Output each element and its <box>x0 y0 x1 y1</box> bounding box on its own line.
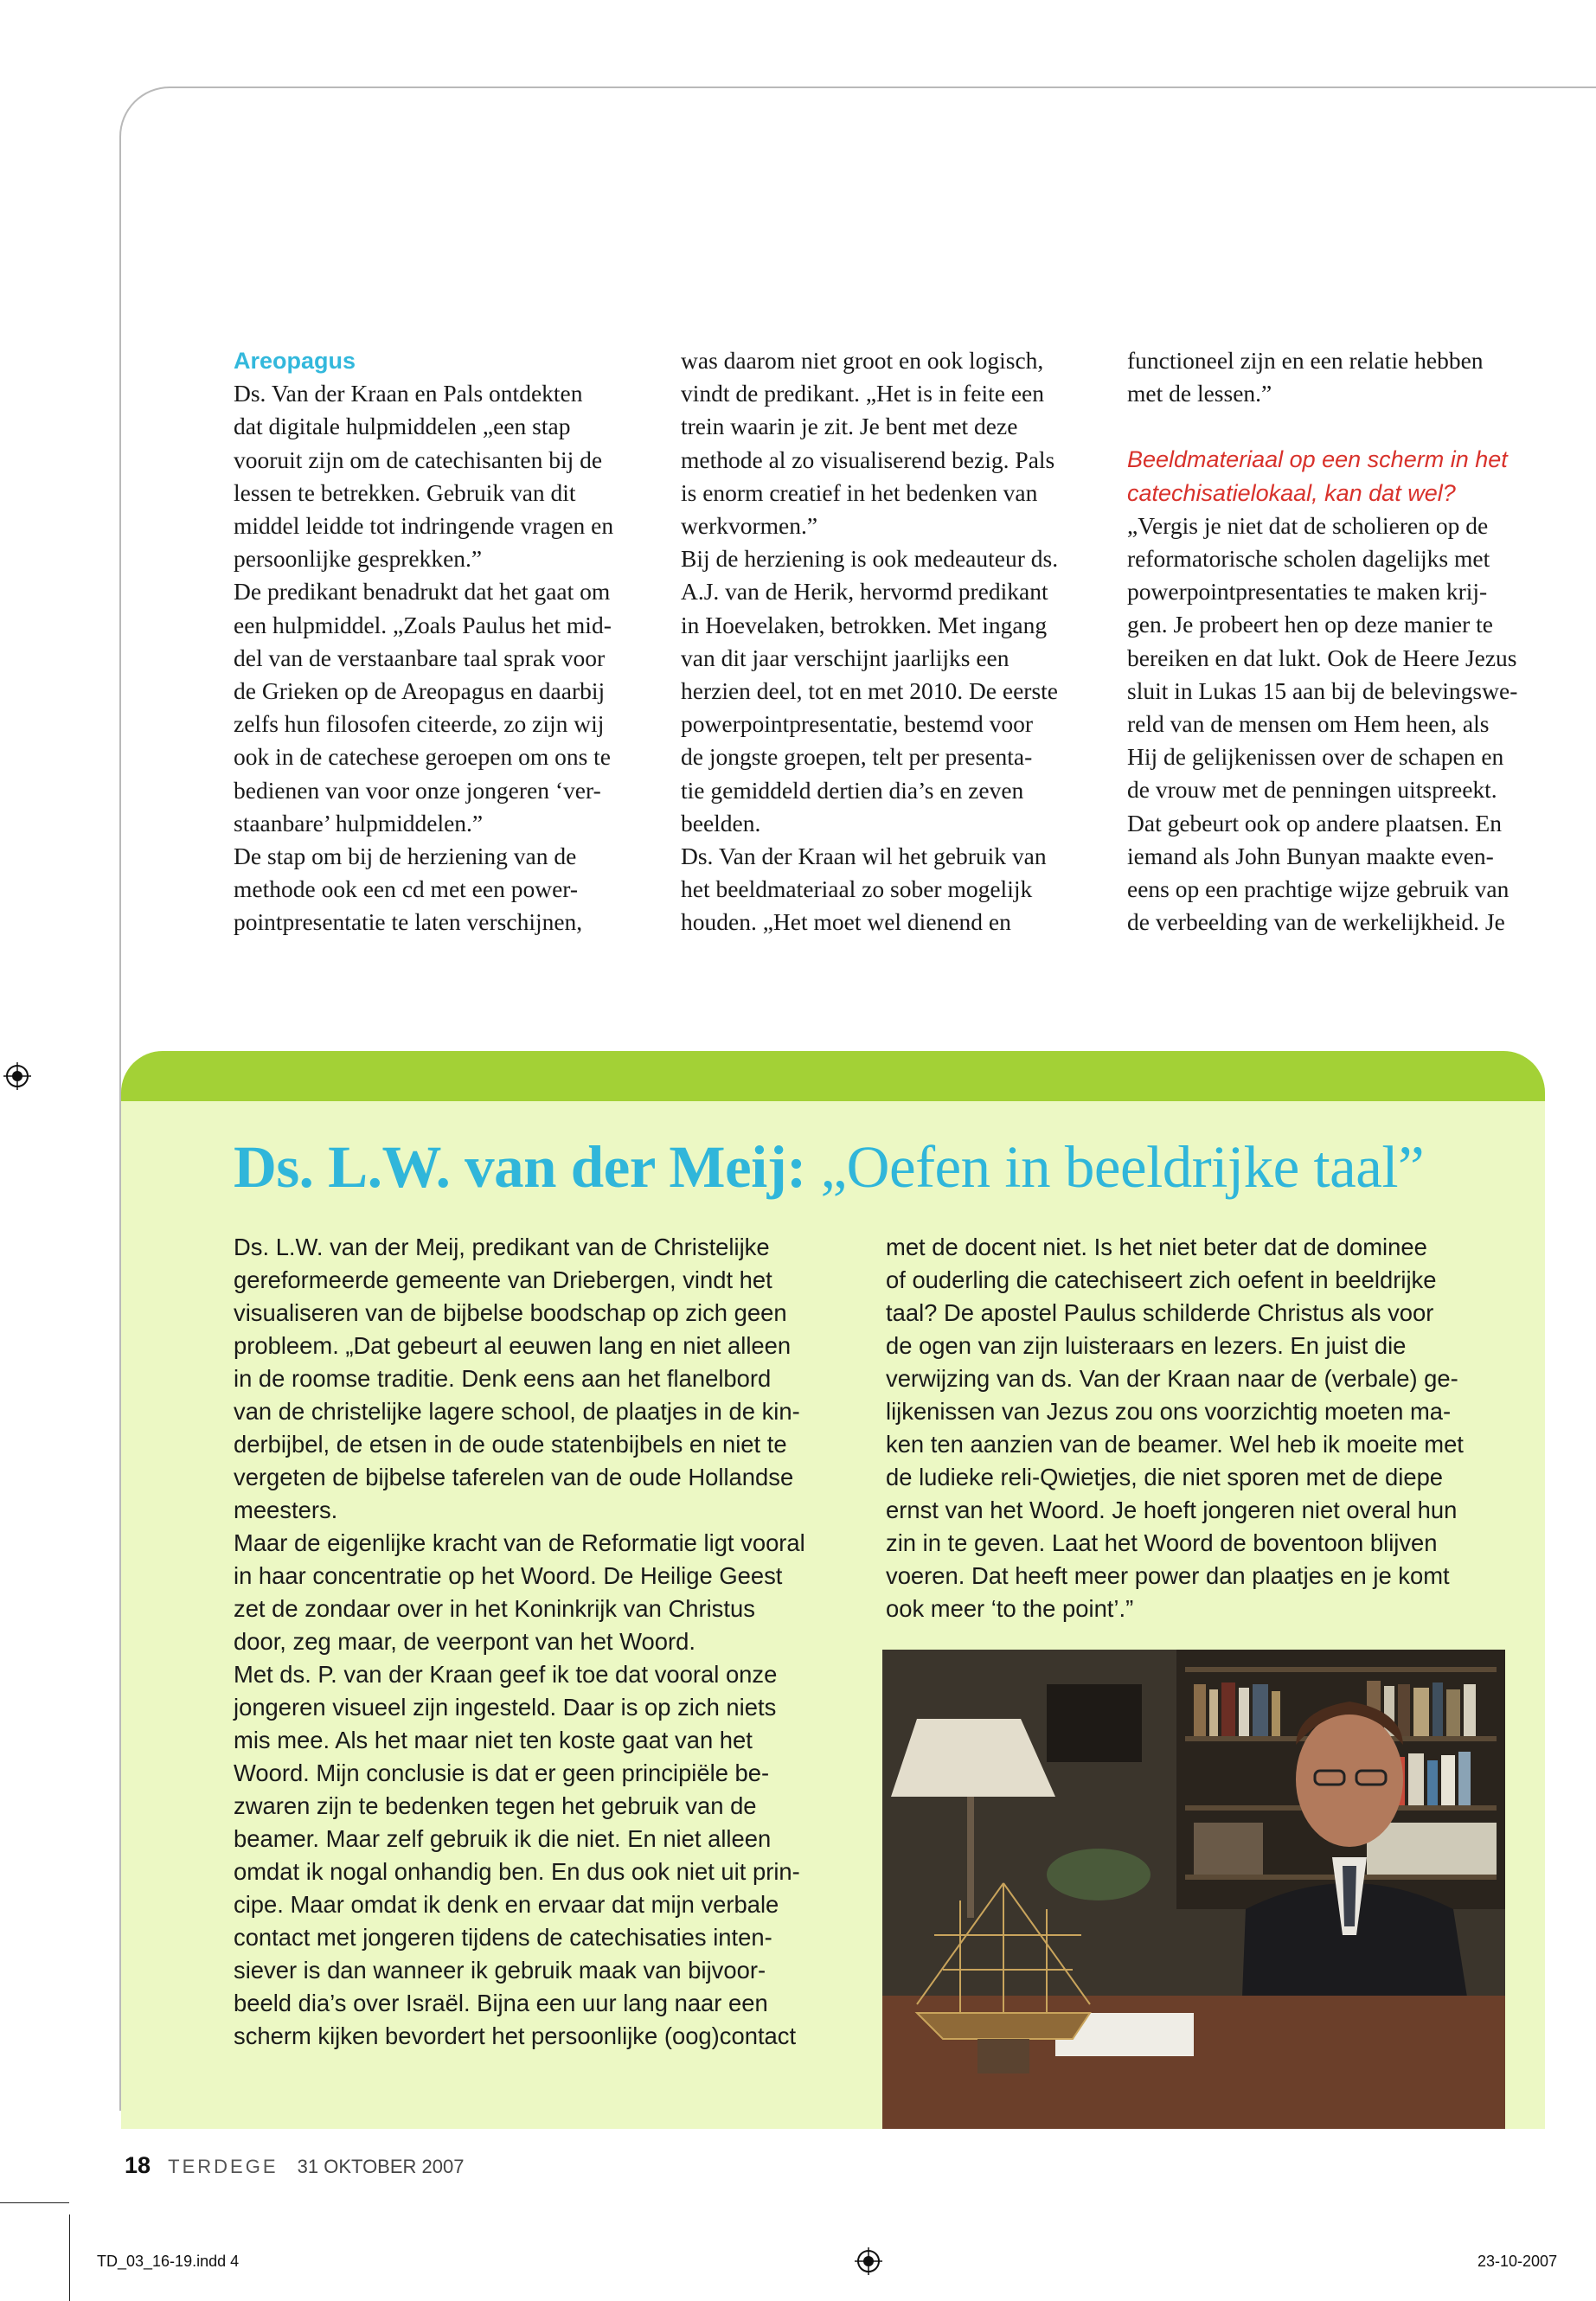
page-footer <box>125 2152 464 2179</box>
portrait-illustration <box>882 1650 1505 2129</box>
registration-mark-icon <box>855 2247 882 2275</box>
article-column-1 <box>234 344 666 939</box>
crop-mark-icon <box>69 2214 70 2301</box>
page-number: 18 <box>125 2152 151 2178</box>
section-heading: Areopagus <box>234 348 356 374</box>
sidebar-box <box>121 1051 1545 2129</box>
article-col3-text-a: functioneel zijn en een relatie hebben met de lessen.” <box>1127 347 1484 407</box>
sidebar-title <box>234 1133 1424 1202</box>
article-col2-text: was daarom niet groot en ook logisch, vindt de predikant. „Het is in feite een trein waarin je zit. Je bent met deze methode al zo visualiserend bezig. Pals is enorm creatief in het bedenken van werkvormen.” Bij de herziening is ook medeauteur ds. A.J. van de Herik, hervormd predikant in Hoevelaken, betrokken. Met ingang van dit jaar verschijnt jaarlijks een herzien deel, tot en met 2010. De eerste powerpointpresentatie, bestemd voor de jongste groepen, telt per presenta- tie gemiddeld dertien dia’s en zeven beelden. Ds. Van der Kraan wil het gebruik van het beeldmateriaal zo sober mogelijk houden. „Het moet wel dienend en <box>681 347 1059 936</box>
article-col3-text-b: „Vergis je niet dat de scholieren op de reformatorische scholen dagelijks met powerpointpresentaties te maken krij- gen. Je probeert hen op deze manier te bereiken en dat lukt. Ook de Heere Jezus sluit in Lukas 15 aan bij de belevingswe- reld van de mensen om Hem heen, als Hij de gelijkenissen over de schapen en de vrouw met de penningen uitspreekt. Dat gebeurt ook op andere plaatsen. En iemand als John Bunyan maakte even- eens op een prachtige wijze gebruik van de verbeelding van de werkelijkheid. Je <box>1127 511 1518 936</box>
slug-filename: TD_03_16-19.indd 4 <box>97 2253 240 2270</box>
sidebar-column-2: met de docent niet. Is het niet beter dat de dominee of ouderling die catechiseert zich oefent in beeldrijke taal? De apostel Paulus schilderde Christus als voor de ogen van zijn luisteraars en lezers. En juist die verwijzing van ds. Van der Kraan naar de (verbale) ge- lijkenissen van Jezus zou ons voorzichtig moeten ma- ken ten aanzien van de beamer. Wel heb ik moeite met de ludieke reli-Qwietjes, die niet sporen met de diepe ernst van het Woord. Je hoeft jongeren niet overal hun zin in te geven. Laat het Woord de boventoon blijven voeren. Dat heeft meer power dan plaatjes en je komt ook meer ‘to the point’.” <box>886 1234 1464 1622</box>
sidebar-title-quote: „Oefen in beeldrijke taal” <box>820 1134 1425 1200</box>
portrait-photo <box>882 1650 1505 2129</box>
crop-mark-icon <box>0 2202 69 2203</box>
article-column-2 <box>681 344 1113 939</box>
registration-mark-icon <box>3 1062 31 1090</box>
publication-date: 31 OKTOBER 2007 <box>297 2156 465 2177</box>
article-col1-text: Ds. Van der Kraan en Pals ontdekten dat digitale hulpmiddelen „een stap vooruit zijn om de catechisanten bij de lessen te betrekken. Gebruik van dit middel leidde tot indringende vragen en persoonlijke gesprekken.” De predikant benadrukt dat het gaat om een hulpmiddel. „Zoals Paulus het mid- del van de verstaanbare taal sprak voor de Grieken op de Areopagus en daarbij zelfs hun filosofen citeerde, zo zijn wij ook in de catechese geroepen om ons te bedienen van voor onze jongeren ‘ver- staanbare’ hulpmiddelen.” De stap om bij de herziening van de methode ook een cd met een power- pointpresentatie te laten verschijnen, <box>234 380 614 936</box>
article-column-3 <box>1127 344 1560 939</box>
sidebar-top-bar <box>121 1051 1545 1101</box>
sidebar-column-1: Ds. L.W. van der Meij, predikant van de Christelijke gereformeerde gemeente van Driebergen, vindt het visualiseren van de bijbelse boodschap op zich geen probleem. „Dat gebeurt al eeuwen lang en niet alleen in de roomse traditie. Denk eens aan het flanelbord van de christelijke lagere school, de plaatjes in de kin- derbijbel, de etsen in de oude statenbijbels en niet te vergeten de bijbelse taferelen van de oude Hollandse meesters. Maar de eigenlijke kracht van de Reformatie ligt vooral in haar concentratie op het Woord. De Heilige Geest zet de zondaar over in het Koninkrijk van Christus door, zeg maar, de veerpont van het Woord. Met ds. P. van der Kraan geef ik toe dat vooral onze jongeren visueel zijn ingesteld. Daar is op zich niets mis mee. Als het maar niet ten koste gaat van het Woord. Mijn conclusie is dat er geen principiële be- zwaren zijn te bedenken tegen het gebruik van de beamer. Maar zelf gebruik ik die niet. En niet alleen omdat ik nogal onhandig ben. En dus ook niet uit prin- cipe. Maar omdat ik denk en ervaar dat mijn verbale contact met jongeren tijdens de catechisaties inten- siever is dan wanneer ik gebruik maak van bijvoor- beeld dia’s over Israël. Bijna een uur lang naar een scherm kijken bevordert het persoonlijke (oog)contact <box>234 1234 805 2049</box>
interview-question-heading: Beeldmateriaal op een scherm in het catechisatielokaal, kan dat wel? <box>1127 446 1508 506</box>
publication-name: TERDEGE <box>168 2156 279 2177</box>
sidebar-title-name: Ds. L.W. van der Meij: <box>234 1134 806 1200</box>
slug-timestamp: 23-10-2007 <box>1477 2253 1558 2270</box>
